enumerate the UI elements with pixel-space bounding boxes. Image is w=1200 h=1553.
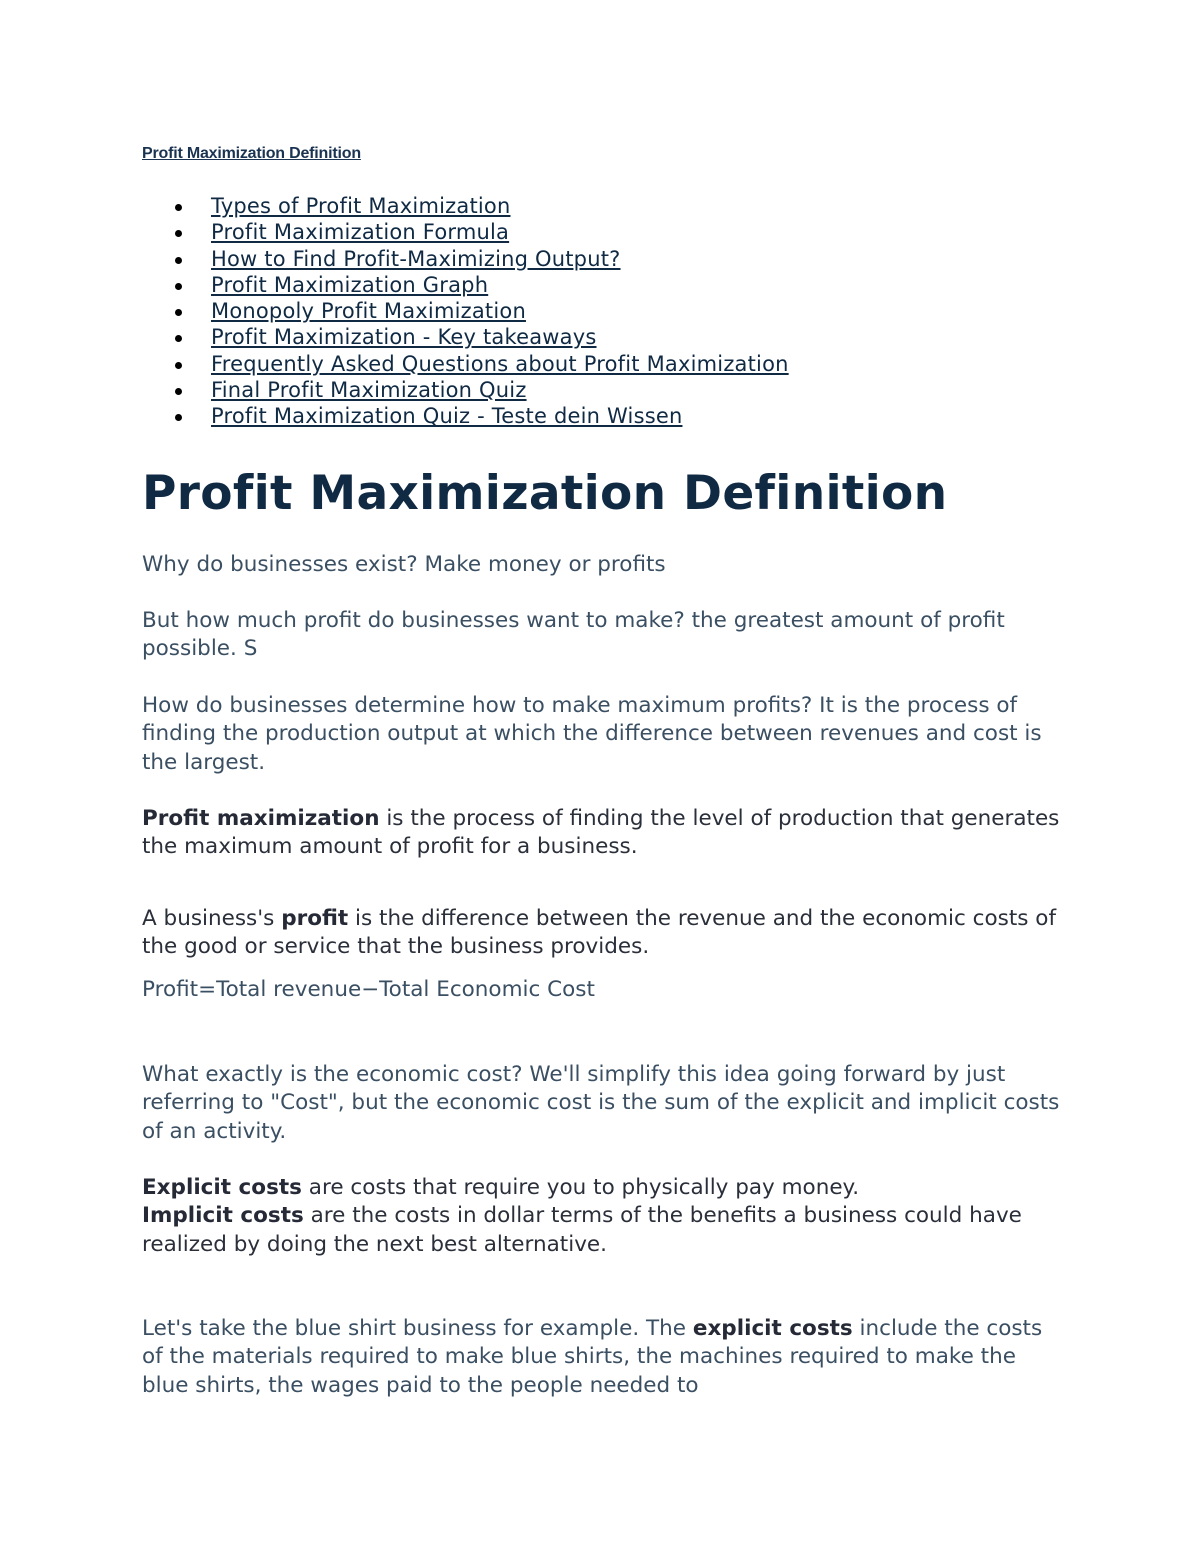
toc-item bbox=[142, 351, 789, 377]
toc-link-formula[interactable]: Profit Maximization Formula bbox=[211, 220, 510, 245]
toc-item bbox=[142, 324, 789, 350]
paragraph-how-much-profit: But how much profit do businesses want to make? the greatest amount of profit possible. S bbox=[142, 608, 1005, 662]
toc-item bbox=[142, 246, 789, 272]
profit-formula: Profit=Total revenue−Total Economic Cost bbox=[142, 977, 595, 1002]
term-explicit-costs: Explicit costs bbox=[142, 1175, 302, 1200]
paragraph-explicit-implicit bbox=[142, 1174, 1067, 1259]
paragraph-economic-cost: What exactly is the economic cost? We'll simplify this idea going forward by just referring to "Cost", but the economic cost is the sum of the explicit and implicit costs of an activity. bbox=[142, 1062, 1060, 1144]
toc-item bbox=[142, 403, 789, 429]
paragraph-text: are the costs in dollar terms of the benefits a business could have realized by doing the next best alternative. bbox=[142, 1203, 1022, 1257]
toc-link-final-quiz[interactable]: Final Profit Maximization Quiz bbox=[211, 378, 527, 403]
paragraph-text: is the process of finding the level of production that generates the maximum amount of profit for a business. bbox=[142, 806, 1060, 860]
paragraph-why-exist: Why do businesses exist? Make money or profits bbox=[142, 552, 666, 577]
paragraph-text: Let's take the blue shirt business for example. The bbox=[142, 1316, 693, 1341]
term-profit-maximization: Profit maximization bbox=[142, 806, 380, 831]
toc-link-faq[interactable]: Frequently Asked Questions about Profit Maximization bbox=[211, 351, 789, 376]
paragraph-text: include the costs of the materials required to make blue shirts, the machines required to make the blue shirts, the wages paid to the people needed to bbox=[142, 1316, 1043, 1398]
toc-item bbox=[142, 193, 789, 219]
paragraph-profit-maximization-definition bbox=[142, 805, 1067, 862]
toc-link-find-output[interactable]: How to Find Profit-Maximizing Output? bbox=[211, 246, 621, 271]
paragraph-text: is the difference between the revenue and the economic costs of the good or service that the business provides. bbox=[142, 906, 1057, 960]
term-implicit-costs: Implicit costs bbox=[142, 1203, 304, 1229]
toc-link-monopoly[interactable]: Monopoly Profit Maximization bbox=[211, 299, 526, 324]
table-of-contents bbox=[142, 193, 789, 430]
paragraph-how-determine: How do businesses determine how to make maximum profits? It is the process of finding the production output at which the difference between revenues and cost is the largest. bbox=[142, 693, 1042, 775]
term-explicit-costs: explicit costs bbox=[692, 1316, 853, 1341]
paragraph-blue-shirt-example bbox=[142, 1315, 1067, 1400]
paragraph-text: A business's bbox=[142, 906, 282, 931]
toc-item bbox=[142, 272, 789, 298]
main-heading: Profit Maximization Definition bbox=[142, 466, 948, 521]
toc-item bbox=[142, 298, 789, 324]
toc-link-types[interactable]: Types of Profit Maximization bbox=[211, 194, 511, 218]
toc-item bbox=[142, 219, 789, 245]
toc-item bbox=[142, 377, 789, 403]
top-link-profit-maximization-definition[interactable]: Profit Maximization Definition bbox=[142, 145, 361, 162]
toc-link-key-takeaways[interactable]: Profit Maximization - Key takeaways bbox=[211, 325, 597, 350]
toc-link-graph[interactable]: Profit Maximization Graph bbox=[211, 272, 489, 297]
toc-link-quiz-teste[interactable]: Profit Maximization Quiz - Teste dein Wissen bbox=[211, 404, 683, 429]
paragraph-profit-definition bbox=[142, 905, 1067, 962]
term-profit: profit bbox=[281, 906, 349, 931]
paragraph-text: are costs that require you to physically pay money. bbox=[301, 1175, 860, 1200]
